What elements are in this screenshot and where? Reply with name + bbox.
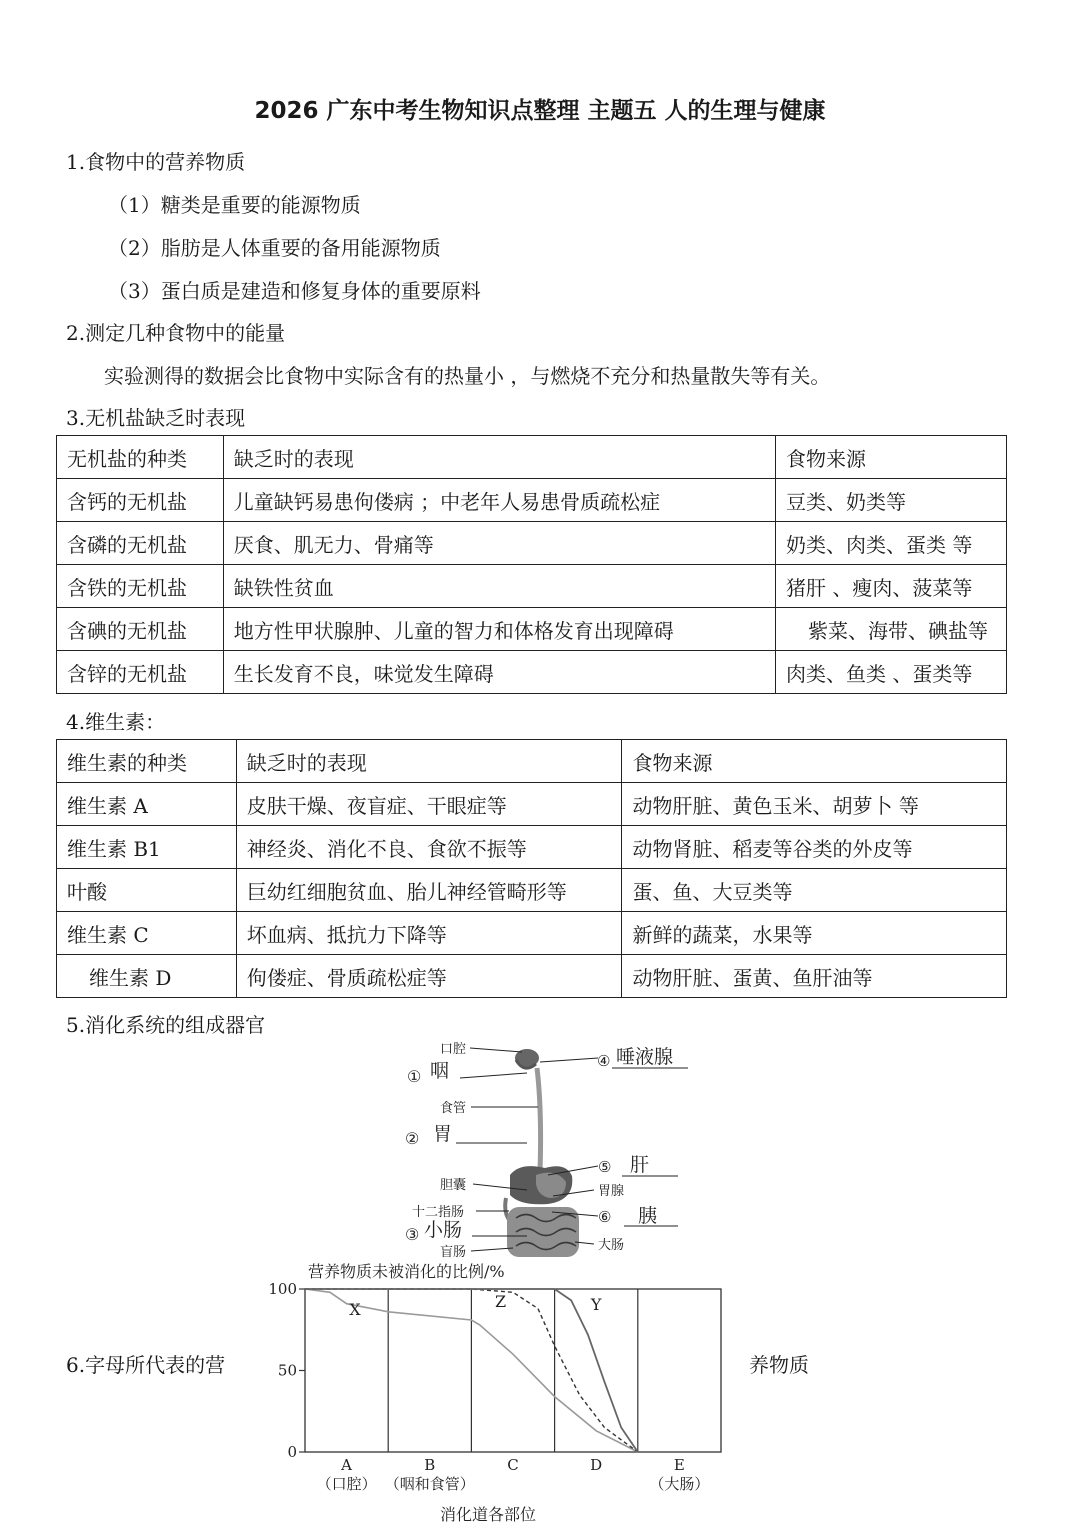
chart-x-label: 消化道各部位 (440, 1505, 537, 1524)
table-cell: 生长发育不良，味觉发生障碍 (223, 651, 775, 694)
digestive-organs-illustration (505, 1049, 579, 1257)
table-cell: 坏血病、抵抗力下降等 (236, 912, 622, 955)
label-weixian: 胃腺 (598, 1184, 625, 1199)
x-category-sublabel: （大肠） (649, 1475, 710, 1493)
label-dachang: 大肠 (598, 1238, 625, 1253)
digestion-chart (268, 1258, 738, 1526)
table-row (57, 912, 1007, 955)
s1-item: （2）脂肪是人体重要的备用能源物质 (108, 236, 441, 260)
digestive-system-diagram (400, 1035, 690, 1265)
x-category-label: B (424, 1456, 436, 1474)
table-header-row (57, 740, 1007, 783)
label-num-2: ② (405, 1129, 420, 1148)
label-kouqiang: 口腔 (440, 1042, 467, 1057)
table-header-row (57, 436, 1007, 479)
x-category-sublabel: （咽和食管） (384, 1475, 475, 1493)
section-3-heading: 3.无机盐缺乏时表现 (66, 406, 246, 430)
label-gan: 肝 (630, 1154, 650, 1176)
minerals-table (56, 435, 1007, 694)
table-row (57, 565, 1007, 608)
table-cell: 动物肝脏、蛋黄、鱼肝油等 (622, 955, 1007, 998)
label-num-1: ① (407, 1067, 422, 1086)
vitamins-table (56, 739, 1007, 998)
label-num-3: ③ (405, 1225, 420, 1244)
chart-title: 营养物质未被消化的比例/% (308, 1262, 505, 1281)
table-cell: 维生素 A (57, 783, 237, 826)
label-num-4: ④ (597, 1052, 611, 1070)
s2-text: 实验测得的数据会比食物中实际含有的热量小 ，与燃烧不充分和热量散失等有关。 (104, 364, 831, 388)
table-cell: 奶类、肉类、蛋类 等 (776, 522, 1007, 565)
label-xiaochang: 小肠 (424, 1219, 463, 1241)
label-num-5: ⑤ (598, 1158, 612, 1176)
table-cell: 蛋、鱼、大豆类等 (622, 869, 1007, 912)
table-cell: 紫菜、海带、碘盐等 (776, 608, 1007, 651)
table-cell: 动物肝脏、黄色玉米、胡萝卜 等 (622, 783, 1007, 826)
table-row (57, 869, 1007, 912)
table-row (57, 479, 1007, 522)
chart-x-axis (317, 1456, 710, 1493)
chart-plot-border (305, 1289, 721, 1452)
table-header: 无机盐的种类 (57, 436, 224, 479)
label-shiguan: 食管 (440, 1101, 467, 1116)
chart-frame (305, 1289, 721, 1452)
label-shierzhichang: 十二指肠 (412, 1205, 465, 1220)
chart-y-axis (268, 1280, 305, 1461)
table-cell: 巨幼红细胞贫血、胎儿神经管畸形等 (236, 869, 622, 912)
y-tick-label: 0 (287, 1443, 297, 1461)
table-cell: 佝偻症、骨质疏松症等 (236, 955, 622, 998)
table-cell: 含磷的无机盐 (57, 522, 224, 565)
label-wei: 胃 (433, 1123, 453, 1145)
table-header: 维生素的种类 (57, 740, 237, 783)
label-mangchang: 盲肠 (440, 1245, 467, 1260)
section-6-heading-right: 养物质 (749, 1353, 809, 1377)
table-cell: 地方性甲状腺肿、儿童的智力和体格发育出现障碍 (223, 608, 775, 651)
table-cell: 儿童缺钙易患佝偻病 ；中老年人易患骨质疏松症 (223, 479, 775, 522)
table-cell: 维生素 B1 (57, 826, 237, 869)
y-tick-label: 50 (277, 1361, 297, 1380)
y-tick-label: 100 (268, 1280, 297, 1298)
table-cell: 猪肝 、瘦肉、菠菜等 (776, 565, 1007, 608)
section-5-heading: 5.消化系统的组成器官 (66, 1013, 266, 1037)
section-2-heading: 2.测定几种食物中的能量 (66, 321, 286, 345)
table-header: 缺乏时的表现 (236, 740, 622, 783)
label-tuoyexian: 唾液腺 (616, 1046, 674, 1068)
table-header: 食物来源 (776, 436, 1007, 479)
table-row (57, 955, 1007, 998)
table-cell: 缺铁性贫血 (223, 565, 775, 608)
table-row (57, 783, 1007, 826)
table-cell: 含铁的无机盐 (57, 565, 224, 608)
table-row (57, 651, 1007, 694)
table-header: 食物来源 (622, 740, 1007, 783)
label-num-6: ⑥ (598, 1208, 612, 1226)
label-dannang: 胆囊 (440, 1178, 467, 1193)
x-category-label: E (673, 1456, 685, 1474)
series-label-x: X (349, 1300, 361, 1320)
x-category-label: C (507, 1456, 519, 1474)
table-row (57, 522, 1007, 565)
table-header: 缺乏时的表现 (223, 436, 775, 479)
table-cell: 新鲜的蔬菜，水果等 (622, 912, 1007, 955)
section-4-heading: 4.维生素： (66, 710, 166, 734)
label-yan: 咽 (430, 1060, 450, 1082)
series-label-z: Z (494, 1291, 507, 1311)
table-cell: 维生素 D (57, 955, 237, 998)
table-cell: 皮肤干燥、夜盲症、干眼症等 (236, 783, 622, 826)
table-cell: 神经炎、消化不良、食欲不振等 (236, 826, 622, 869)
table-cell: 含锌的无机盐 (57, 651, 224, 694)
series-label-y: Y (590, 1295, 602, 1315)
x-category-label: A (341, 1456, 353, 1474)
s1-item: （1）糖类是重要的能源物质 (108, 193, 361, 217)
table-row (57, 608, 1007, 651)
table-cell: 厌食、肌无力、骨痛等 (223, 522, 775, 565)
s1-item: （3）蛋白质是建造和修复身体的重要原料 (108, 279, 481, 303)
label-yi: 胰 (638, 1205, 658, 1227)
table-cell: 叶酸 (57, 869, 237, 912)
table-cell: 豆类、奶类等 (776, 479, 1007, 522)
table-cell: 维生素 C (57, 912, 237, 955)
page-title: 2026 广东中考生物知识点整理 主题五 人的生理与健康 (254, 98, 826, 124)
section-6-heading-left: 6.字母所代表的营 (66, 1353, 226, 1377)
table-cell: 肉类、鱼类 、蛋类等 (776, 651, 1007, 694)
x-category-label: D (590, 1456, 603, 1474)
x-category-sublabel: （口腔） (316, 1475, 377, 1493)
section-1-heading: 1.食物中的营养物质 (66, 150, 246, 174)
table-cell: 含钙的无机盐 (57, 479, 224, 522)
table-cell: 动物肾脏、稻麦等谷类的外皮等 (622, 826, 1007, 869)
table-cell: 含碘的无机盐 (57, 608, 224, 651)
table-row (57, 826, 1007, 869)
